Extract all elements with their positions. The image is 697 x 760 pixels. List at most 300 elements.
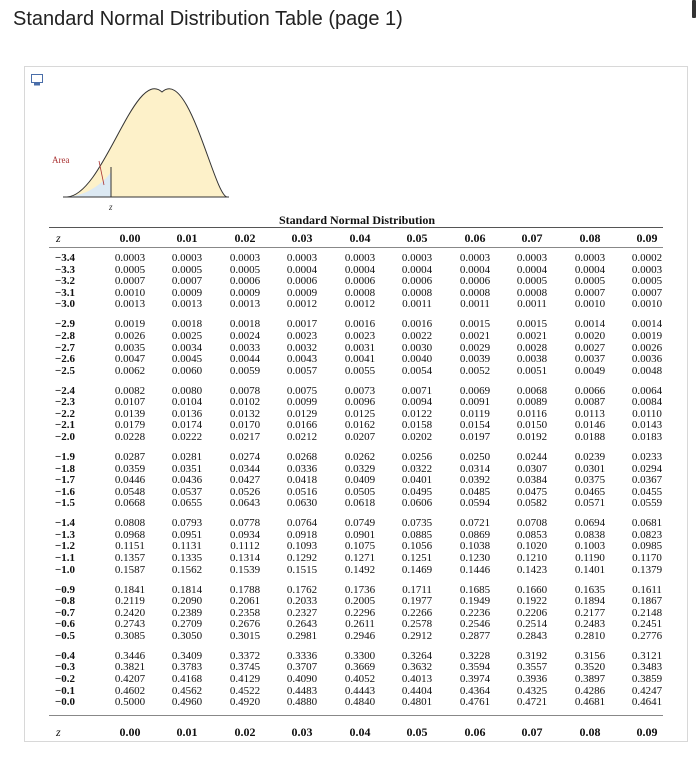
table-cell: 0.4920 <box>229 696 261 709</box>
table-cell: 0.0003 <box>114 252 146 264</box>
table-cell: 0.0009 <box>171 286 203 299</box>
table-cell: 0.0314 <box>459 462 491 475</box>
table-cell: 0.0485 <box>459 485 491 498</box>
table-cell: 0.0401 <box>401 474 433 487</box>
table-cell: 0.1056 <box>401 540 433 553</box>
table-cell: 0.0154 <box>459 419 491 432</box>
table-cell: 0.0162 <box>344 419 376 432</box>
table-cell: 0.0040 <box>401 353 433 366</box>
table-panel <box>24 66 688 742</box>
table-cell: 0.1271 <box>344 552 376 564</box>
table-cell: 0.1003 <box>574 540 606 553</box>
table-cell: 0.0250 <box>459 450 491 463</box>
table-cell: 0.0034 <box>171 341 203 354</box>
table-cell: 0.2119 <box>115 595 145 608</box>
table-cell: 0.0018 <box>171 318 203 331</box>
table-cell: 0.0026 <box>631 341 663 354</box>
table-cell: 0.0113 <box>575 407 605 420</box>
table-cell: 0.0026 <box>114 329 146 342</box>
table-cell: 0.3228 <box>459 649 491 662</box>
table-cell: 0.0096 <box>344 396 376 409</box>
table-cell: 0.0516 <box>286 485 318 498</box>
table-cell: 0.3897 <box>574 673 606 685</box>
table-cell: 0.0071 <box>401 384 433 397</box>
table-cell: 0.1151 <box>115 540 145 553</box>
table-cell: 0.2946 <box>344 629 376 642</box>
table-cell: 0.0009 <box>229 286 261 299</box>
z-value: −2.6 <box>54 353 75 366</box>
z-value: −0.8 <box>54 595 75 608</box>
column-header: 0.07 <box>521 231 543 245</box>
table-cell: 0.0068 <box>516 384 548 397</box>
table-cell: 0.1788 <box>229 583 261 596</box>
table-cell: 0.0003 <box>459 252 491 264</box>
column-header: 0.09 <box>636 231 658 245</box>
table-cell: 0.3409 <box>171 649 203 662</box>
table-cell: 0.0110 <box>632 407 662 420</box>
table-cell: 0.0027 <box>574 341 606 354</box>
table-cell: 0.0014 <box>574 318 606 331</box>
image-placeholder-icon <box>31 74 43 86</box>
table-cell: 0.0006 <box>401 275 433 288</box>
table-cell: 0.2912 <box>401 629 433 642</box>
table-cell: 0.0104 <box>171 396 203 409</box>
table-cell: 0.0030 <box>401 341 433 354</box>
table-cell: 0.1379 <box>631 563 663 576</box>
z-value: −1.9 <box>54 450 75 463</box>
table-cell: 0.0392 <box>459 474 491 487</box>
table-cell: 0.0207 <box>344 431 376 443</box>
table-cell: 0.0427 <box>229 474 261 487</box>
table-cell: 0.3821 <box>114 661 146 674</box>
table-cell: 0.0078 <box>229 384 261 397</box>
table-cell: 0.2090 <box>171 595 203 608</box>
table-rule <box>49 227 663 228</box>
table-cell: 0.0838 <box>574 528 606 541</box>
table-cell: 0.0007 <box>574 286 606 299</box>
table-cell: 0.0244 <box>516 450 548 463</box>
table-cell: 0.0618 <box>344 497 376 510</box>
table-cell: 0.0351 <box>171 462 203 475</box>
area-label: Area <box>52 155 70 165</box>
table-cell: 0.0044 <box>229 353 261 366</box>
table-cell: 0.1922 <box>516 595 548 608</box>
table-cell: 0.1020 <box>516 540 548 553</box>
table-cell: 0.0708 <box>516 517 548 530</box>
column-header: 0.01 <box>176 231 198 245</box>
curve-body <box>67 89 227 197</box>
table-cell: 0.0571 <box>574 497 606 510</box>
table-cell: 0.1469 <box>401 563 433 576</box>
table-cell: 0.0054 <box>401 364 433 377</box>
table-cell: 0.0119 <box>460 407 490 420</box>
table-cell: 0.0006 <box>229 275 261 288</box>
table-cell: 0.4960 <box>171 696 203 709</box>
table-cell: 0.0007 <box>171 275 203 288</box>
table-cell: 0.0094 <box>401 396 433 409</box>
table-cell: 0.0080 <box>171 384 203 397</box>
table-cell: 0.0307 <box>516 462 548 475</box>
table-cell: 0.2206 <box>516 606 548 619</box>
table-cell: 0.0018 <box>229 318 261 331</box>
table-cell: 0.0233 <box>631 450 663 463</box>
table-cell: 0.0192 <box>516 431 548 443</box>
table-cell: 0.0008 <box>344 286 376 299</box>
table-cell: 0.1093 <box>286 540 318 553</box>
table-cell: 0.0003 <box>631 263 663 276</box>
table-cell: 0.0005 <box>516 275 548 288</box>
footer-column-header: 0.03 <box>291 725 313 740</box>
table-cell: 0.0146 <box>574 419 606 432</box>
table-cell: 0.2236 <box>459 606 491 619</box>
table-cell: 0.0594 <box>459 497 491 510</box>
z-value: −1.7 <box>54 474 75 487</box>
table-cell: 0.0174 <box>171 419 203 432</box>
z-value: −2.9 <box>54 318 75 331</box>
footer-column-header: 0.06 <box>464 725 486 740</box>
table-cell: 0.0047 <box>114 353 146 366</box>
table-cell: 0.0008 <box>459 286 491 299</box>
column-header-z: z <box>56 231 61 245</box>
table-rule <box>49 247 663 248</box>
table-cell: 0.0006 <box>286 275 318 288</box>
column-header: 0.08 <box>579 231 601 245</box>
table-cell: 0.0359 <box>114 462 146 475</box>
table-cell: 0.0301 <box>574 462 606 475</box>
table-cell: 0.0166 <box>286 419 318 432</box>
table-cell: 0.0150 <box>516 419 548 432</box>
table-cell: 0.1401 <box>574 563 606 576</box>
table-cell: 0.1762 <box>286 583 318 596</box>
table-cell: 0.0869 <box>459 528 491 541</box>
table-cell: 0.0059 <box>229 364 261 377</box>
table-cell: 0.0062 <box>114 364 146 377</box>
table-cell: 0.1038 <box>459 540 491 553</box>
table-cell: 0.3483 <box>631 661 663 674</box>
footer-z: z <box>56 725 61 740</box>
table-cell: 0.2033 <box>286 595 318 608</box>
z-value: −0.6 <box>54 618 75 631</box>
table-cell: 0.0037 <box>574 353 606 366</box>
table-cell: 0.0329 <box>344 462 376 475</box>
table-cell: 0.0475 <box>516 485 548 498</box>
table-cell: 0.4801 <box>401 696 433 709</box>
table-cell: 0.0066 <box>574 384 606 397</box>
table-cell: 0.0019 <box>114 318 146 331</box>
table-cell: 0.0091 <box>459 396 491 409</box>
table-cell: 0.0006 <box>344 275 376 288</box>
table-cell: 0.3859 <box>631 673 663 685</box>
table-cell: 0.2643 <box>286 618 318 631</box>
table-cell: 0.3669 <box>344 661 376 674</box>
table-cell: 0.0183 <box>631 431 663 443</box>
table-cell: 0.0344 <box>229 462 261 475</box>
table-cell: 0.0031 <box>344 341 376 354</box>
table-cell: 0.0122 <box>401 407 433 420</box>
table-cell: 0.1515 <box>286 563 318 576</box>
table-cell: 0.0016 <box>344 318 376 331</box>
table-cell: 0.0008 <box>401 286 433 299</box>
table-cell: 0.0011 <box>517 298 547 311</box>
table-cell: 0.3372 <box>229 649 261 662</box>
table-cell: 0.0239 <box>574 450 606 463</box>
column-header: 0.02 <box>234 231 256 245</box>
table-cell: 0.0051 <box>516 364 548 377</box>
table-cell: 0.1867 <box>631 595 663 608</box>
table-cell: 0.0010 <box>574 298 606 311</box>
footer-column-header: 0.07 <box>521 725 543 740</box>
table-cell: 0.0013 <box>114 298 146 311</box>
table-cell: 0.1660 <box>516 583 548 596</box>
table-cell: 0.2578 <box>401 618 433 631</box>
table-cell: 0.2709 <box>171 618 203 631</box>
table-cell: 0.4207 <box>114 673 146 685</box>
table-cell: 0.0003 <box>516 252 548 264</box>
table-cell: 0.0029 <box>459 341 491 354</box>
z-value: −3.0 <box>54 298 75 311</box>
table-cell: 0.0934 <box>229 528 261 541</box>
z-value: −2.7 <box>54 341 75 354</box>
table-cell: 0.2389 <box>171 606 203 619</box>
table-cell: 0.4880 <box>286 696 318 709</box>
table-cell: 0.0681 <box>631 517 663 530</box>
table-cell: 0.4840 <box>344 696 376 709</box>
table-title: Standard Normal Distribution <box>278 213 436 227</box>
table-cell: 0.2611 <box>345 618 375 631</box>
table-cell: 0.1075 <box>344 540 376 553</box>
table-cell: 0.3050 <box>171 629 203 642</box>
table-cell: 0.0020 <box>574 329 606 342</box>
table-cell: 0.4681 <box>574 696 606 709</box>
table-cell: 0.0023 <box>286 329 318 342</box>
table-cell: 0.0107 <box>114 396 146 409</box>
table-cell: 0.0228 <box>114 431 146 443</box>
table-cell: 0.3745 <box>229 661 261 674</box>
table-cell: 0.0064 <box>631 384 663 397</box>
table-cell: 0.2843 <box>516 629 548 642</box>
column-header: 0.00 <box>119 231 141 245</box>
table-cell: 0.0256 <box>401 450 433 463</box>
table-cell: 0.0418 <box>286 474 318 487</box>
column-header: 0.06 <box>464 231 486 245</box>
table-cell: 0.0179 <box>114 419 146 432</box>
table-cell: 0.2177 <box>574 606 606 619</box>
z-value: −1.4 <box>54 517 75 530</box>
table-cell: 0.0003 <box>286 252 318 264</box>
table-cell: 0.1894 <box>574 595 606 608</box>
column-header: 0.03 <box>291 231 313 245</box>
table-cell: 0.3520 <box>574 661 606 674</box>
table-cell: 0.0022 <box>401 329 433 342</box>
table-cell: 0.0212 <box>286 431 318 443</box>
table-cell: 0.0069 <box>459 384 491 397</box>
table-cell: 0.2514 <box>516 618 548 631</box>
table-cell: 0.1170 <box>632 552 662 564</box>
table-cell: 0.0170 <box>229 419 261 432</box>
table-cell: 0.0132 <box>229 407 261 420</box>
table-cell: 0.0011 <box>460 298 490 311</box>
table-cell: 0.3936 <box>516 673 548 685</box>
table-cell: 0.0024 <box>229 329 261 342</box>
table-cell: 0.0951 <box>171 528 203 541</box>
table-cell: 0.0099 <box>286 396 318 409</box>
table-cell: 0.2451 <box>631 618 663 631</box>
table-cell: 0.4641 <box>631 696 663 709</box>
z-value: −1.8 <box>54 462 75 475</box>
table-cell: 0.1635 <box>574 583 606 596</box>
page-title: Standard Normal Distribution Table (page 1) <box>13 8 403 30</box>
table-cell: 0.2546 <box>459 618 491 631</box>
table-cell: 0.2810 <box>574 629 606 642</box>
table-cell: 0.3557 <box>516 661 548 674</box>
table-cell: 0.1736 <box>344 583 376 596</box>
table-cell: 0.1292 <box>286 552 318 564</box>
z-value: −0.5 <box>54 629 75 642</box>
table-cell: 0.0139 <box>114 407 146 420</box>
z-value: −0.7 <box>54 606 75 619</box>
table-cell: 0.0007 <box>631 286 663 299</box>
table-cell: 0.0853 <box>516 528 548 541</box>
table-cell: 0.2776 <box>631 629 663 642</box>
table-cell: 0.0036 <box>631 353 663 366</box>
table-cell: 0.0548 <box>114 485 146 498</box>
table-cell: 0.0268 <box>286 450 318 463</box>
table-cell: 0.0013 <box>229 298 261 311</box>
table-cell: 0.0004 <box>344 263 376 276</box>
table-cell: 0.0003 <box>574 252 606 264</box>
table-cell: 0.0006 <box>459 275 491 288</box>
table-cell: 0.4052 <box>344 673 376 685</box>
table-cell: 0.0655 <box>171 497 203 510</box>
table-cell: 0.0367 <box>631 474 663 487</box>
z-value: −0.3 <box>54 661 75 674</box>
table-cell: 0.3156 <box>574 649 606 662</box>
table-cell: 0.1841 <box>114 583 146 596</box>
table-cell: 0.4761 <box>459 696 491 709</box>
z-value: −1.2 <box>54 540 75 553</box>
z-value: −2.2 <box>54 407 75 420</box>
table-cell: 0.4168 <box>171 673 203 685</box>
table-cell: 0.0089 <box>516 396 548 409</box>
normal-curve-figure <box>49 87 229 212</box>
table-cell: 0.0041 <box>344 353 376 366</box>
table-cell: 0.0606 <box>401 497 433 510</box>
table-cell: 0.0694 <box>574 517 606 530</box>
table-cell: 0.0023 <box>344 329 376 342</box>
table-cell: 0.0197 <box>459 431 491 443</box>
table-cell: 0.1814 <box>171 583 203 596</box>
footer-column-header: 0.00 <box>119 725 141 740</box>
table-cell: 0.0136 <box>171 407 203 420</box>
table-cell: 0.0721 <box>459 517 491 530</box>
table-cell: 0.0021 <box>459 329 491 342</box>
table-cell: 0.0019 <box>631 329 663 342</box>
table-cell: 0.1539 <box>229 563 261 576</box>
table-cell: 0.0281 <box>171 450 203 463</box>
table-cell: 0.3336 <box>286 649 318 662</box>
table-cell: 0.1446 <box>459 563 491 576</box>
scrollbar-thumb[interactable] <box>692 0 696 18</box>
table-cell: 0.3707 <box>286 661 318 674</box>
table-cell: 0.3121 <box>631 649 663 662</box>
table-cell: 0.3974 <box>459 673 491 685</box>
table-cell: 0.3085 <box>114 629 146 642</box>
table-cell: 0.0495 <box>401 485 433 498</box>
table-cell: 0.0073 <box>344 384 376 397</box>
z-value: −3.3 <box>54 263 75 276</box>
table-cell: 0.0222 <box>171 431 203 443</box>
table-cell: 0.2005 <box>344 595 376 608</box>
table-cell: 0.0045 <box>171 353 203 366</box>
table-cell: 0.0003 <box>344 252 376 264</box>
table-cell: 0.3594 <box>459 661 491 674</box>
table-cell: 0.2327 <box>286 606 318 619</box>
table-cell: 0.2676 <box>229 618 261 631</box>
table-cell: 0.4562 <box>171 684 203 697</box>
table-cell: 0.0007 <box>114 275 146 288</box>
table-cell: 0.0526 <box>229 485 261 498</box>
table-cell: 0.0764 <box>286 517 318 530</box>
table-cell: 0.1357 <box>114 552 146 564</box>
table-cell: 0.0014 <box>631 318 663 331</box>
table-cell: 0.0082 <box>114 384 146 397</box>
table-cell: 0.4602 <box>114 684 146 697</box>
table-cell: 0.0005 <box>631 275 663 288</box>
table-cell: 0.0003 <box>401 252 433 264</box>
table-cell: 0.1685 <box>459 583 491 596</box>
table-cell: 0.0010 <box>631 298 663 311</box>
table-cell: 0.0582 <box>516 497 548 510</box>
z-value: −0.4 <box>54 649 75 662</box>
table-cell: 0.1423 <box>516 563 548 576</box>
table-cell: 0.1562 <box>171 563 203 576</box>
table-cell: 0.0918 <box>286 528 318 541</box>
z-value: −1.5 <box>54 497 75 510</box>
table-cell: 0.0011 <box>402 298 432 311</box>
table-cell: 0.0004 <box>574 263 606 276</box>
table-cell: 0.0668 <box>114 497 146 510</box>
z-value: −3.4 <box>54 252 75 264</box>
table-cell: 0.0012 <box>344 298 376 311</box>
table-cell: 0.0055 <box>344 364 376 377</box>
z-value: −0.9 <box>54 583 75 596</box>
z-value: −1.1 <box>54 552 75 564</box>
table-cell: 0.0049 <box>574 364 606 377</box>
table-cell: 0.0322 <box>401 462 433 475</box>
z-value: −2.1 <box>54 419 75 432</box>
table-cell: 0.0294 <box>631 462 663 475</box>
table-cell: 0.0116 <box>517 407 547 420</box>
table-cell: 0.0032 <box>286 341 318 354</box>
table-cell: 0.0015 <box>516 318 548 331</box>
table-cell: 0.0057 <box>286 364 318 377</box>
table-cell: 0.1949 <box>459 595 491 608</box>
footer-column-header: 0.08 <box>579 725 601 740</box>
table-cell: 0.0039 <box>459 353 491 366</box>
table-cell: 0.1190 <box>575 552 605 564</box>
z-value: −3.1 <box>54 286 75 299</box>
table-cell: 0.0004 <box>286 263 318 276</box>
table-cell: 0.4364 <box>459 684 491 697</box>
table-cell: 0.0129 <box>286 407 318 420</box>
column-header: 0.04 <box>349 231 371 245</box>
table-cell: 0.0274 <box>229 450 261 463</box>
table-cell: 0.0060 <box>171 364 203 377</box>
table-cell: 0.0004 <box>401 263 433 276</box>
table-cell: 0.1131 <box>172 540 202 553</box>
table-cell: 0.2743 <box>114 618 146 631</box>
z-value: −2.8 <box>54 329 75 342</box>
